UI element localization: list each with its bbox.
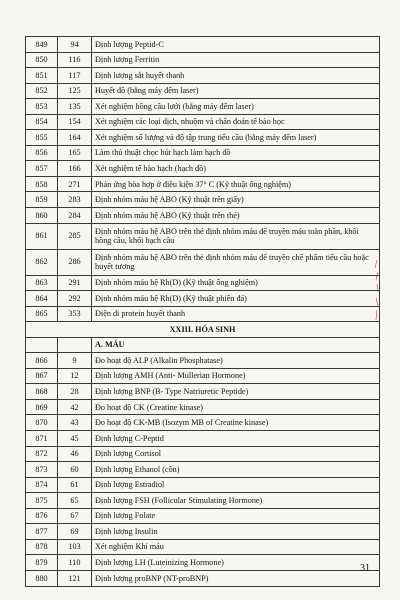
procedure-code: 42 (58, 399, 92, 415)
table-row (26, 192, 380, 208)
procedure-name: Xét nghiệm các loại dịch, nhuộm và chẩn đoán tế bào học (92, 114, 380, 130)
procedure-code: 12 (58, 368, 92, 384)
procedure-name: Đo hoạt độ CK-MB (Isozym MB of Creatine kinase) (92, 415, 380, 431)
row-number: 866 (26, 353, 58, 369)
table-row (26, 415, 380, 431)
table-row (26, 570, 380, 586)
row-number: 859 (26, 192, 58, 208)
procedure-name: Xét nghiệm số lượng và độ tập trung tiểu cầu (bằng máy đếm laser) (92, 130, 380, 146)
subsection-heading-row (26, 337, 380, 353)
row-number: 855 (26, 130, 58, 146)
table-row (26, 161, 380, 177)
procedure-code: 67 (58, 508, 92, 524)
procedure-name: Định lượng Peptid-C (92, 37, 380, 53)
procedure-code: 103 (58, 539, 92, 555)
table-row (26, 431, 380, 447)
table-row (26, 249, 380, 275)
procedure-code: 285 (58, 223, 92, 249)
row-number: 867 (26, 368, 58, 384)
row-number: 864 (26, 291, 58, 307)
procedure-code: 353 (58, 306, 92, 322)
procedure-name: Định lượng Cortisol (92, 446, 380, 462)
procedure-code: 286 (58, 249, 92, 275)
table-row (26, 176, 380, 192)
procedure-code: 291 (58, 275, 92, 291)
procedure-name: Huyết đồ (bằng máy đếm laser) (92, 83, 380, 99)
margin-pen-mark (372, 258, 382, 328)
table-row (26, 130, 380, 146)
table-row (26, 83, 380, 99)
row-number: 872 (26, 446, 58, 462)
table-row (26, 368, 380, 384)
procedure-name: Định lượng AMH (Anti- Mullerian Hormone) (92, 368, 380, 384)
procedure-code: 271 (58, 176, 92, 192)
procedure-code: 165 (58, 145, 92, 161)
table-row (26, 524, 380, 540)
row-number: 861 (26, 223, 58, 249)
row-number: 865 (26, 306, 58, 322)
table-row (26, 493, 380, 509)
row-number: 875 (26, 493, 58, 509)
procedure-code: 116 (58, 52, 92, 68)
procedure-code: 43 (58, 415, 92, 431)
row-number: 850 (26, 52, 58, 68)
procedure-code: 154 (58, 114, 92, 130)
procedure-table-body (26, 37, 380, 587)
procedure-name: Định lượng FSH (Follicular Stimulating Hormone) (92, 493, 380, 509)
procedure-code: 61 (58, 477, 92, 493)
table-row (26, 462, 380, 478)
procedure-name: Định lượng proBNP (NT-proBNP) (92, 570, 380, 586)
table-row (26, 353, 380, 369)
section-heading: XXIII. HÓA SINH (26, 322, 380, 338)
procedure-name: Định lượng BNP (B- Type Natriuretic Peptide) (92, 384, 380, 400)
procedure-name: Định lượng Estradiol (92, 477, 380, 493)
procedure-name: Định lượng Folate (92, 508, 380, 524)
subsection-heading: A. MÁU (92, 337, 380, 353)
procedure-name: Định lượng Ferritin (92, 52, 380, 68)
procedure-name: Định nhóm máu hệ ABO trên thẻ định nhóm máu để truyền chế phẩm tiểu cầu hoặc huyết tương (92, 249, 380, 275)
procedure-name: Định lượng C-Peptid (92, 431, 380, 447)
procedure-code: 292 (58, 291, 92, 307)
row-number: 853 (26, 99, 58, 115)
table-row (26, 52, 380, 68)
row-number: 862 (26, 249, 58, 275)
procedure-code: 283 (58, 192, 92, 208)
procedure-name: Định lượng LH (Luteinizing Hormone) (92, 555, 380, 571)
row-number: 849 (26, 37, 58, 53)
procedure-code: 46 (58, 446, 92, 462)
row-number: 870 (26, 415, 58, 431)
row-number: 857 (26, 161, 58, 177)
procedure-code: 28 (58, 384, 92, 400)
row-number: 856 (26, 145, 58, 161)
procedure-name: Định lượng Insulin (92, 524, 380, 540)
procedure-name: Đo hoạt độ ALP (Alkalin Phosphatase) (92, 353, 380, 369)
procedure-code: 9 (58, 353, 92, 369)
row-number: 873 (26, 462, 58, 478)
procedure-name: Định nhóm máu hệ ABO trên thẻ định nhóm máu để truyền máu toàn phần, khối hồng cầu, khối bạch cầu (92, 223, 380, 249)
table-row (26, 291, 380, 307)
procedure-code: 121 (58, 570, 92, 586)
table-row (26, 68, 380, 84)
table-row (26, 223, 380, 249)
procedure-code: 110 (58, 555, 92, 571)
row-number: 874 (26, 477, 58, 493)
procedure-code: 117 (58, 68, 92, 84)
table-row (26, 114, 380, 130)
row-number: 851 (26, 68, 58, 84)
row-number: 852 (26, 83, 58, 99)
procedure-name: Phản ứng hòa hợp ở điều kiện 37° C (Kỹ thuật ống nghiệm) (92, 176, 380, 192)
table-row (26, 508, 380, 524)
procedure-code: 45 (58, 431, 92, 447)
procedure-code: 94 (58, 37, 92, 53)
table-row (26, 99, 380, 115)
procedure-code: 166 (58, 161, 92, 177)
table-row (26, 145, 380, 161)
row-number: 863 (26, 275, 58, 291)
row-number: 877 (26, 524, 58, 540)
procedure-name: Định lượng Ethanol (cồn) (92, 462, 380, 478)
empty-cell (58, 337, 92, 353)
page-number: 31 (360, 563, 370, 574)
procedure-name: Định nhóm máu hệ ABO (Kỹ thuật trên thẻ) (92, 208, 380, 224)
table-row (26, 539, 380, 555)
row-number: 858 (26, 176, 58, 192)
procedure-code: 69 (58, 524, 92, 540)
row-number: 880 (26, 570, 58, 586)
row-number: 860 (26, 208, 58, 224)
table-row (26, 477, 380, 493)
table-row (26, 306, 380, 322)
procedure-code: 284 (58, 208, 92, 224)
row-number: 869 (26, 399, 58, 415)
procedure-name: Điện di protein huyết thanh (92, 306, 380, 322)
row-number: 854 (26, 114, 58, 130)
table-row (26, 446, 380, 462)
table-row (26, 384, 380, 400)
table-row (26, 399, 380, 415)
procedure-table (25, 36, 380, 587)
procedure-name: Định nhóm máu hệ Rh(D) (Kỹ thuật phiến đá) (92, 291, 380, 307)
row-number: 878 (26, 539, 58, 555)
procedure-code: 164 (58, 130, 92, 146)
procedure-code: 125 (58, 83, 92, 99)
row-number: 871 (26, 431, 58, 447)
procedure-name: Xét nghiệm Khí máu (92, 539, 380, 555)
procedure-name: Đo hoạt độ CK (Creatine kinase) (92, 399, 380, 415)
empty-cell (26, 337, 58, 353)
table-row (26, 37, 380, 53)
procedure-code: 60 (58, 462, 92, 478)
procedure-name: Định lượng sắt huyết thanh (92, 68, 380, 84)
procedure-name: Xét nghiệm hồng cầu lưới (bằng máy đếm laser) (92, 99, 380, 115)
procedure-name: Làm thủ thuật chọc hút hạch làm hạch đồ (92, 145, 380, 161)
procedure-code: 65 (58, 493, 92, 509)
procedure-code: 135 (58, 99, 92, 115)
row-number: 879 (26, 555, 58, 571)
row-number: 868 (26, 384, 58, 400)
section-heading-row (26, 322, 380, 338)
procedure-name: Định nhóm máu hệ Rh(D) (Kỹ thuật ống nghiệm) (92, 275, 380, 291)
row-number: 876 (26, 508, 58, 524)
table-row (26, 555, 380, 571)
procedure-name: Định nhóm máu hệ ABO (Kỹ thuật trên giấy) (92, 192, 380, 208)
table-row (26, 275, 380, 291)
procedure-name: Xét nghiệm tế bào hạch (hạch đồ) (92, 161, 380, 177)
table-row (26, 208, 380, 224)
